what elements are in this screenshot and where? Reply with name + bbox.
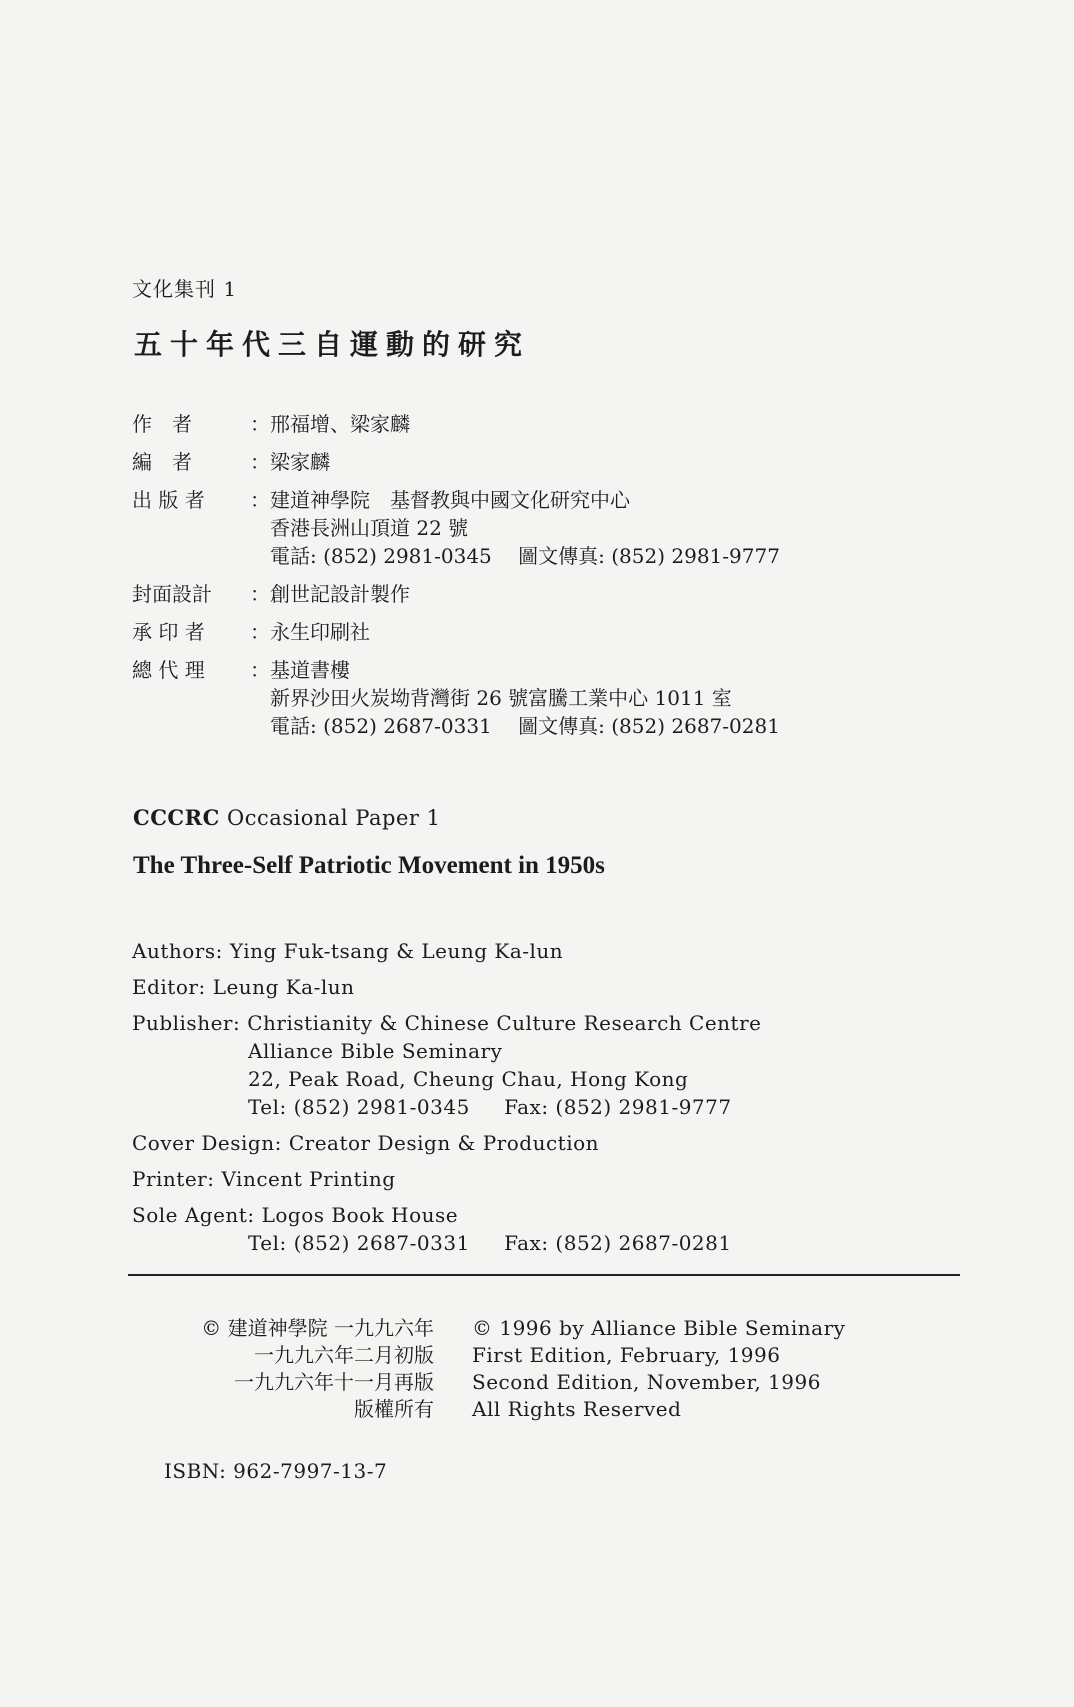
copyright-en-line: Second Edition, November, 1996: [472, 1370, 821, 1394]
label-agent-en: Sole Agent:: [132, 1203, 255, 1227]
series-zh: 文化集刊 1: [132, 277, 238, 301]
copyright-en-line: All Rights Reserved: [472, 1397, 682, 1421]
publisher-en-line: 22, Peak Road, Cheung Chau, Hong Kong: [248, 1067, 689, 1091]
title-zh: 五十年代三自運動的研究: [134, 328, 531, 361]
series-en-bold: CCCRC: [133, 805, 220, 830]
value-printer-zh: 永生印刷社: [270, 620, 370, 644]
colon: ：: [250, 658, 270, 682]
label-authors-en: Authors:: [132, 939, 223, 963]
copyright-zh: [201, 1315, 434, 1423]
credit-printer-en: [132, 1165, 762, 1193]
credit-authors-en: [132, 937, 762, 965]
value-editor-en: Leung Ka-lun: [212, 975, 355, 999]
label-cover-en: Cover Design:: [132, 1131, 282, 1155]
label-editor-zh: 編 者: [132, 450, 192, 474]
publisher-zh-line: 香港長洲山頂道 22 號: [270, 516, 469, 540]
value-author-zh: 邢福增、梁家麟: [270, 412, 410, 436]
value-printer-en: Vincent Printing: [221, 1167, 396, 1191]
value-agent-zh: [270, 656, 780, 740]
copyright-zh-line: 一九九六年二月初版: [254, 1343, 434, 1367]
credits-zh: [132, 410, 780, 750]
colon: ：: [250, 582, 270, 606]
agent-zh-line: 基道書樓: [270, 658, 350, 682]
value-editor-zh: 梁家麟: [270, 450, 330, 474]
copyright-en: [472, 1315, 845, 1423]
value-cover-en: Creator Design & Production: [288, 1131, 600, 1155]
credit-publisher-zh: [132, 486, 780, 570]
publisher-en-line: Alliance Bible Seminary: [248, 1039, 503, 1063]
copyright-zh-line: 一九九六年十一月再版: [234, 1370, 434, 1394]
title-en: The Three-Self Patriotic Movement in 1950s: [133, 852, 605, 879]
credit-editor-zh: [132, 448, 780, 476]
copyright-zh-line: 版權所有: [354, 1397, 434, 1421]
publisher-en-line: Christianity & Chinese Culture Research Centre: [247, 1011, 762, 1035]
value-publisher-zh: [270, 486, 780, 570]
credit-editor-en: [132, 973, 762, 1001]
label-cover-zh: 封面設計: [132, 582, 212, 606]
colon: ：: [250, 412, 270, 436]
isbn: ISBN: 962-7997-13-7: [164, 1459, 388, 1483]
publisher-zh-line: 建道神學院 基督教與中國文化研究中心: [270, 488, 630, 512]
divider: [128, 1274, 960, 1276]
colon: ：: [250, 620, 270, 644]
credit-author-zh: [132, 410, 780, 438]
label-author-zh: 作 者: [132, 412, 192, 436]
agent-en-line: Tel: (852) 2687-0331 Fax: (852) 2687-0281: [248, 1231, 732, 1255]
series-en-rest: Occasional Paper 1: [219, 806, 441, 830]
publisher-zh-line: 電話: (852) 2981-0345 圖文傳真: (852) 2981-9777: [270, 544, 780, 568]
label-printer-zh: 承 印 者: [132, 620, 205, 644]
label-printer-en: Printer:: [132, 1167, 215, 1191]
colon: ：: [250, 450, 270, 474]
label-editor-en: Editor:: [132, 975, 206, 999]
agent-zh-line: 電話: (852) 2687-0331 圖文傳真: (852) 2687-0281: [270, 714, 780, 738]
label-publisher-en: Publisher:: [132, 1011, 241, 1035]
copyright-en-line: First Edition, February, 1996: [472, 1343, 781, 1367]
value-cover-zh: 創世記設計製作: [270, 582, 410, 606]
credit-publisher-en: [132, 1009, 762, 1121]
publisher-en-line: Tel: (852) 2981-0345 Fax: (852) 2981-9777: [248, 1095, 732, 1119]
credit-agent-en: [132, 1201, 762, 1257]
credits-en: [132, 937, 762, 1257]
copyright-zh-line: © 建道神學院 一九九六年: [201, 1316, 434, 1340]
credit-agent-zh: [132, 656, 780, 740]
credit-printer-zh: [132, 618, 780, 646]
value-authors-en: Ying Fuk-tsang & Leung Ka-lun: [229, 939, 564, 963]
label-agent-zh: 總 代 理: [132, 658, 205, 682]
credit-cover-zh: [132, 580, 780, 608]
colon: ：: [250, 488, 270, 512]
copyright-en-line: © 1996 by Alliance Bible Seminary: [472, 1316, 846, 1340]
label-publisher-zh: 出 版 者: [132, 488, 205, 512]
credit-cover-en: [132, 1129, 762, 1157]
agent-zh-line: 新界沙田火炭坳背灣街 26 號富騰工業中心 1011 室: [270, 686, 732, 710]
agent-en-line: Logos Book House: [261, 1203, 459, 1227]
series-en: [133, 805, 440, 830]
